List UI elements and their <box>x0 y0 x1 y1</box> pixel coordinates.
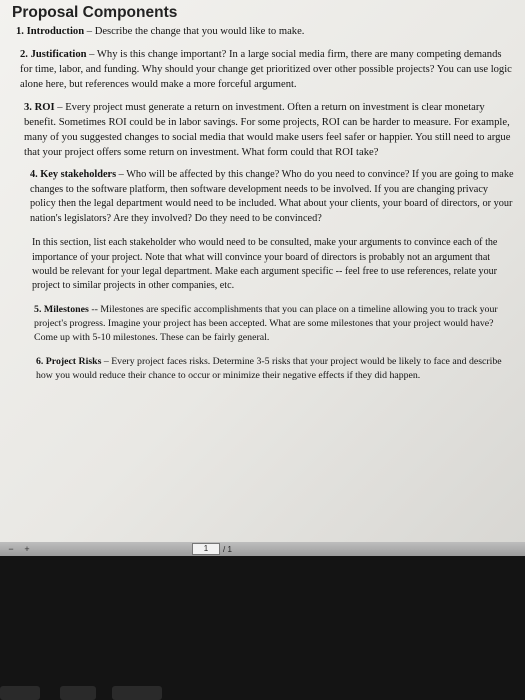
item-text: -- Milestones are specific accomplishments that you can place on a timeline allowing you to track your project's progress. Imagine your project has been accepted. What are some milestones that your project would have? Come up with 5-10 milestones. These can be fairly general. <box>34 304 498 344</box>
item-roi <box>24 100 516 160</box>
item-text: In this section, list each stakeholder who would need to be consulted, make your arguments to convince each of the importance of your project. Note that what will convince your board of directors is probably not an argument that would be relevant for your legal department. Make each argument specific -- feel free to use references, relate your project to similar projects in other companies, etc. <box>32 237 498 291</box>
laptop-bezel <box>0 556 525 700</box>
keyboard-key <box>60 686 96 700</box>
item-milestones <box>34 303 516 345</box>
item-text: – Every project faces risks. Determine 3-5 risks that your project would be likely to face and describe how you would reduce their chance to occur or minimize their negative effects if they did happen. <box>36 356 502 381</box>
item-justification <box>20 47 516 92</box>
page-navigator <box>192 543 232 555</box>
page-number-input[interactable]: 1 <box>192 543 220 555</box>
item-text: – Every project must generate a return on investment. Often a return on investment is clear monetary benefit. Sometimes ROI could be in labor savings. For some projects, ROI can be harder to measure. For example, many of you suggested changes to social media that would make users feel safer or happier. You still need to argue that your project offers some return on investment. What form could that ROI take? <box>24 102 511 158</box>
item-introduction <box>16 24 516 39</box>
viewer-toolbar <box>0 542 525 556</box>
item-key-stakeholders <box>30 168 516 226</box>
keyboard-key <box>0 686 40 700</box>
document-title: Proposal Components <box>12 4 178 21</box>
keyboard-key <box>112 686 162 700</box>
item-label: 5. Milestones <box>34 304 89 316</box>
item-label: 4. Key stakeholders <box>30 169 117 180</box>
plus-icon[interactable]: + <box>24 544 30 554</box>
item-project-risks <box>36 355 516 382</box>
item-label: 3. ROI <box>24 102 55 113</box>
item-label: 2. Justification <box>20 49 87 60</box>
item-text: – Describe the change that you would like to make. <box>84 26 305 37</box>
item-stakeholders-detail <box>32 236 516 293</box>
minus-icon[interactable]: − <box>8 544 14 554</box>
item-text: – Who will be affected by this change? Who do you need to convince? If you are going to make changes to the software platform, then software development needs to be involved. If you are changing privacy policy then the legal department would need to be included. What about your clients, your board of directors, or your nation's legislators? Are they involved? Do they need to be convinced? <box>30 169 514 224</box>
page-total: / 1 <box>223 544 232 554</box>
item-label: 1. Introduction <box>16 26 85 37</box>
item-text: – Why is this change important? In a large social media firm, there are many competing demands for time, labor, and funding. Why should your change get prioritized over other possible projects? You can use logic alone here, but references would make a more forceful argument. <box>20 49 512 90</box>
item-label: 6. Project Risks <box>36 356 102 368</box>
document-page <box>8 4 516 388</box>
